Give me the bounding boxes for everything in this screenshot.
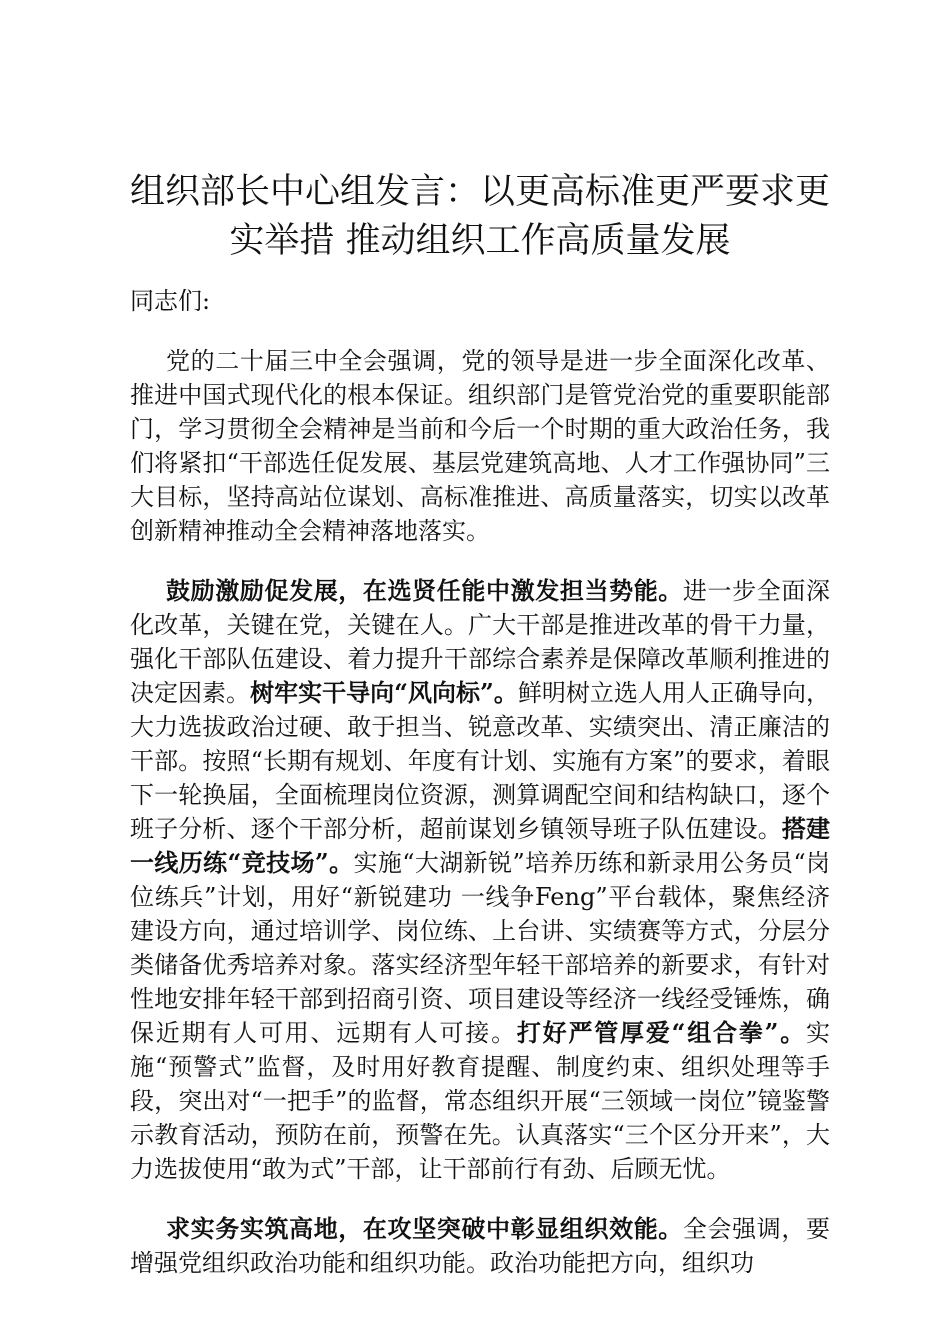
section-1-subheading-3: 打好严管厚爱“组合拳”。	[516, 1018, 807, 1047]
section-1-subheading-1: 树牢实干导向“风向标”。	[250, 678, 518, 707]
section-1-text-4: 实施“预警式”监督，及时用好教育提醒、制度约束、组织处理等手段，突出对“一把手”的监督，常态组织开展“三领域一岗位”镜鉴警示教育活动，预防在前，预警在先。认真落实“三个区分开来”，大力选拔使用“敢为式”干部，让干部前行有劲、后顾无忧。	[130, 1019, 831, 1183]
title-line-1: 组织部长中心组发言：以更高标准更严要求更	[130, 172, 831, 212]
section-2-text-1: 全会强调，要增强党组织政治功能和组织功能。政治功能把方向，组织功	[130, 1215, 830, 1277]
section-2-heading: 求实务实筑高地，在攻坚突破中彰显组织效能。	[166, 1214, 683, 1243]
document-title	[130, 168, 830, 266]
document-page	[130, 168, 830, 1280]
section-1-text-2: 鲜明树立选人用人正确导向，大力选拔政治过硬、敢于担当、锐意改革、实绩突出、清正廉洁的干部。按照“长期有规划、年度有计划、实施有方案”的要求，着眼下一轮换届，全面梳理岗位资源，测算调配空间和结构缺口，逐个班子分析、逐个干部分析，超前谋划乡镇领导班子队伍建设。	[130, 679, 831, 843]
section-1-heading: 鼓励激励促发展，在选贤任能中激发担当势能。	[166, 576, 683, 605]
title-line-2: 实举措 推动组织工作高质量发展	[229, 221, 731, 261]
section-2-paragraph	[130, 1212, 830, 1280]
salutation: 同志们:	[130, 287, 211, 315]
section-1-text-3: 实施“大湖新锐”培养历练和新录用公务员“岗位练兵”计划，用好“新锐建功 一线争Feng”平台载体，聚焦经济建设方向，通过培训学、岗位练、上台讲、实绩赛等方式，分层分类储备优秀培养对象。落实经济型年轻干部培养的新要求，有针对性地安排年轻干部到招商引资、项目建设等经济一线经受锤炼，确保近期有人可用、远期有人可接。	[130, 849, 830, 1047]
intro-paragraph: 党的二十届三中全会强调，党的领导是进一步全面深化改革、推进中国式现代化的根本保证。组织部门是管党治党的重要职能部门，学习贯彻全会精神是当前和今后一个时期的重大政治任务，我们将紧扣“干部选任促发展、基层党建筑高地、人才工作强协同”三大目标，坚持高站位谋划、高标准推进、高质量落实，切实以改革创新精神推动全会精神落地落实。	[130, 347, 830, 545]
section-1-paragraph	[130, 574, 830, 1186]
section-1-text-1: 进一步全面深化改革，关键在党，关键在人。广大干部是推进改革的骨干力量，强化干部队伍建设、着力提升干部综合素养是保障改革顺利推进的决定因素。	[130, 577, 830, 707]
section-1-subheading-2: 搭建一线历练“竞技场”。	[130, 814, 831, 877]
